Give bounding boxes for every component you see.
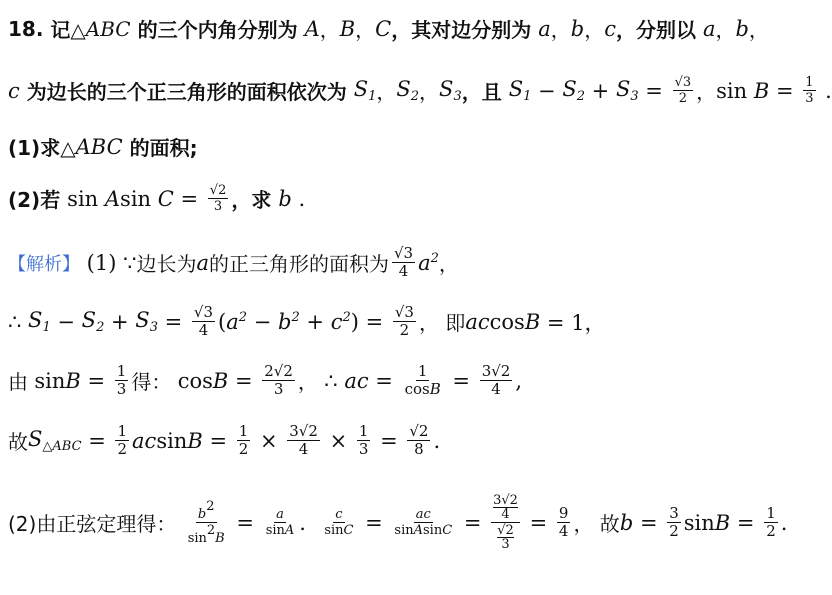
question-1: (1)求△ ABC 的面积; xyxy=(8,134,198,160)
question-2: (2)若 sin A sin C = $\frac{√2}{3}$ ，求 b . xyxy=(8,183,306,214)
solution-tag: 【解析】 xyxy=(8,253,80,275)
solution-line-1: 【解析】 (1) ∵ 边长为 a 的正三角形的面积为 $\frac{√3}{4}$ $a^2$ ， xyxy=(8,244,459,280)
problem-stem-line-2: c 为边长的三个正三角形的面积依次为 $S_1$ ， $S_2$ ， $S_3$ ，且 $S_1$ − $S_2$ + $S_3$ = $\frac{√3}{2}$ ， sin B = $\frac{1}{3}$ . xyxy=(8,75,832,106)
solution-line-3: 由 sin B = $\frac{1}{3}$ 得： cos B = $\frac{2√2}{3}$ ， ∴ ac = $\frac{1}{\cos B}$ = $\frac{3√2}{4}$ , xyxy=(8,362,523,398)
solution-line-2: ∴ $S_1$ − $S_2$ + $S_3$ = $\frac{√3}{4}$ ( $a^2$ − $b^2$ + $c^2$ ) = $\frac{√3}{2}$ ， 即 ac cos B = 1， xyxy=(8,303,606,339)
problem-number: 18. xyxy=(8,16,51,41)
problem-stem-line-1: 18. 记△ ABC 的三个内角分别为 A ， B ， C ，其对边分别为 a ， b ， c ，分别以 a ， b ， xyxy=(8,16,769,42)
solution-line-4: 故 $S_{\triangle ABC}$ = $\frac{1}{2}$ ac sin B = $\frac{1}{2}$ × $\frac{3√2}{4}$ × $\frac{1}{3}$ = $\frac{√2}{8}$ . xyxy=(8,422,441,458)
solution-line-5: (2)由正弦定理得： $\frac{b^2}{\sin^2B}$ = $\frac{a}{\sin A}$ . $\frac{c}{\sin C}$ = $\frac{ac}{\text{sinAsinC}}$ = $\frac{\frac{3√2}{4}}{\frac{√2}{3}}$ = $\frac{9}{4}$ ， 故 b = $\frac{3}{2}$ sin B = $\frac{1}{2}$ . xyxy=(8,493,788,552)
